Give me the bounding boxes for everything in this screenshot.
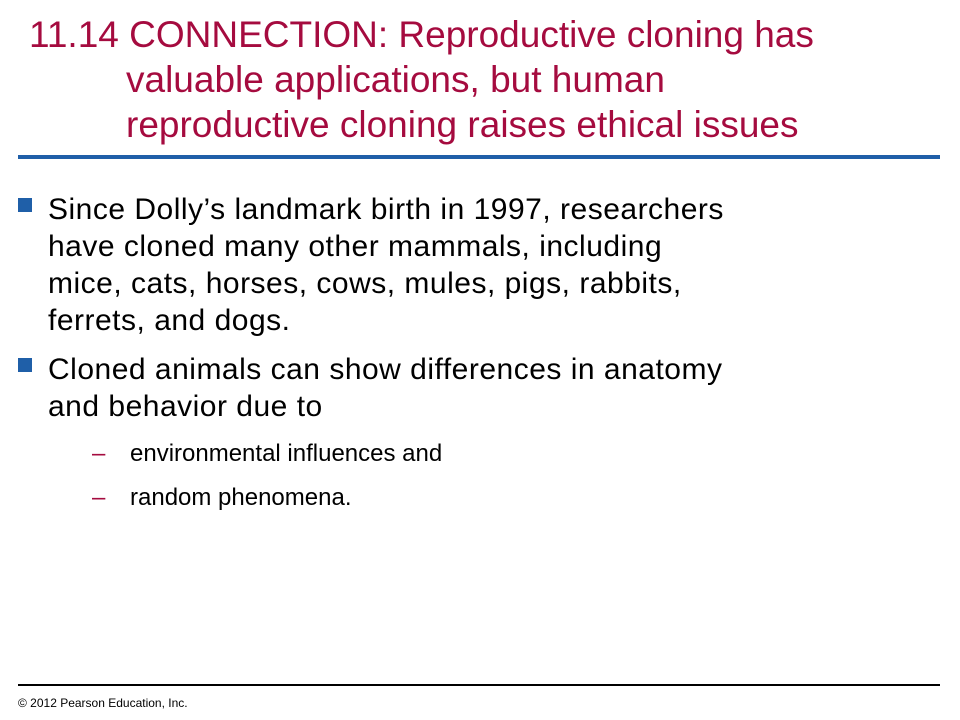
bullet-1-line-1: Since Dolly’s landmark birth in 1997, researchers — [48, 193, 724, 226]
slide-content — [18, 191, 918, 527]
bullet-1-line-2: have cloned many other mammals, including — [48, 230, 663, 263]
bullet-1-line-3: mice, cats, horses, cows, mules, pigs, rabbits, — [48, 267, 682, 300]
square-bullet-icon — [18, 198, 32, 212]
bullet-2-line-1: Cloned animals can show differences in anatomy — [48, 353, 723, 386]
bullet-1-line-4: ferrets, and dogs. — [48, 304, 291, 337]
footer-divider — [18, 684, 940, 686]
subbullet-1 — [48, 439, 918, 469]
title-line-1: 11.14 CONNECTION: Reproductive cloning has — [29, 14, 814, 55]
square-bullet-icon — [18, 358, 32, 372]
bullet-1 — [18, 191, 918, 339]
dash-bullet-icon: – — [92, 484, 106, 511]
title-divider — [18, 155, 940, 159]
bullet-2 — [18, 351, 918, 513]
title-line-3: reproductive cloning raises ethical issues — [126, 104, 799, 145]
subbullet-1-text: environmental influences and — [130, 440, 443, 467]
subbullet-2-text: random phenomena. — [130, 484, 352, 511]
copyright-footer: © 2012 Pearson Education, Inc. — [18, 696, 188, 710]
slide-title — [29, 12, 939, 147]
dash-bullet-icon: – — [92, 440, 106, 467]
bullet-2-line-2: and behavior due to — [48, 390, 323, 423]
title-line-2: valuable applications, but human — [126, 59, 665, 100]
subbullet-2 — [48, 483, 918, 513]
